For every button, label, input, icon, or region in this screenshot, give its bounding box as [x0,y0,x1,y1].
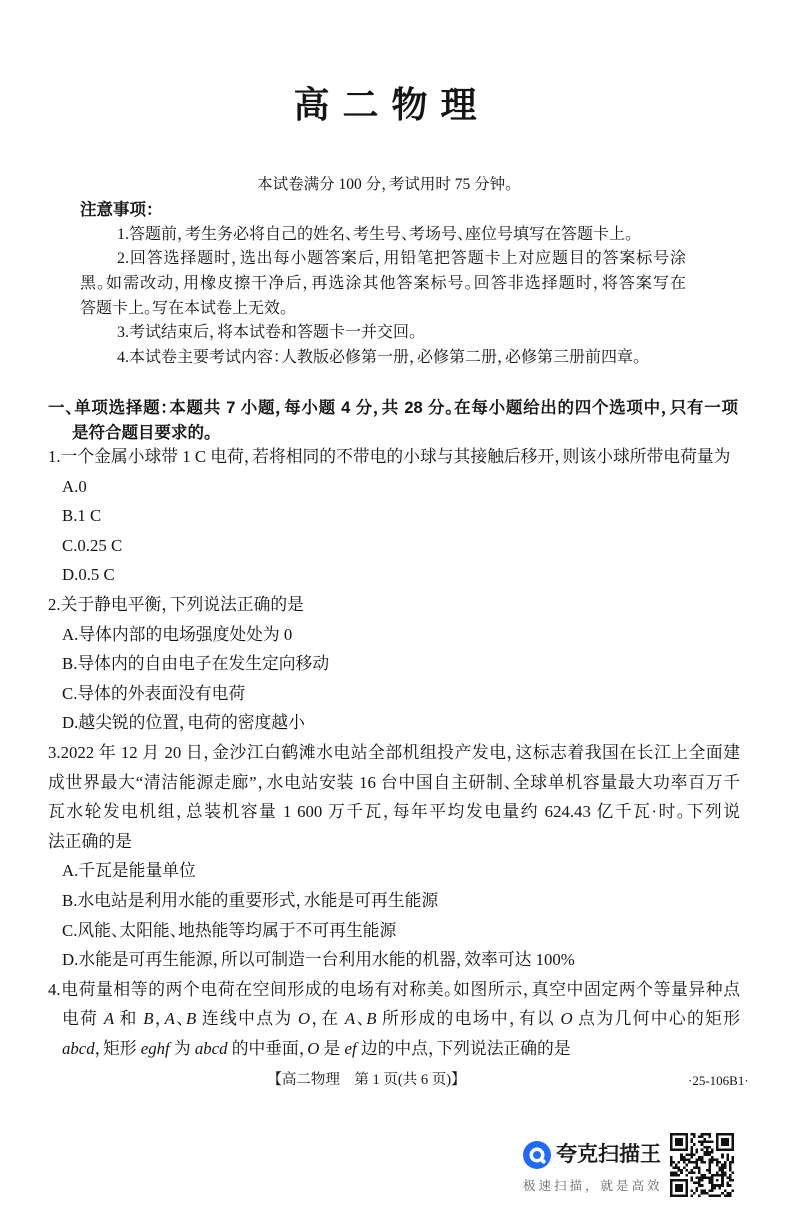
exam-info: 本试卷满分 100 分，考试用时 75 分钟。 [257,176,513,193]
question-1 [48,442,740,590]
question-stem: 瓦水轮发电机组，总装机容量 1 600 万千瓦，每年平均发电量约 624.43 亿千瓦·时。下列说 [48,802,740,822]
italic-symbol: O [307,1038,320,1058]
logo-core [533,1151,541,1159]
note-item-2 [80,247,686,321]
italic-symbol: O [298,1009,311,1029]
note-line: 2.回答选择题时，选出每小题答案后，用铅笔把答题卡上对应题目的答案标号涂 [117,250,686,268]
italic-symbol: O [560,1009,573,1029]
option-d: D.0.5 C [62,565,115,585]
watermark-slogan: 极速扫描，就是高效 [523,1179,663,1193]
note-line: 黑。如需改动，用橡皮擦干净后，再选涂其他答案标号。回答非选择题时，将答案写在 [80,274,686,292]
italic-symbol: abcd [62,1038,95,1058]
italic-symbol: A [344,1009,356,1029]
italic-symbol: B [143,1009,154,1029]
section-heading-line: 是符合题目要求的。 [72,423,213,442]
question-3 [48,738,740,975]
question-stem: 2.关于静电平衡，下列说法正确的是 [48,594,304,614]
option-a: A.0 [62,476,87,496]
page-footer: 【高二物理 第 1 页(共 6 页)】 [267,1072,466,1088]
question-stem: 成世界最大“清洁能源走廊”，水电站安装 16 台中国自主研制、全球单机容量最大功率百万千 [48,772,740,792]
paper-code: ·25-106B1· [688,1073,749,1088]
italic-symbol: A [103,1009,115,1029]
option-b: B.导体内的自由电子在发生定向移动 [62,654,330,674]
option-b: B.1 C [62,506,102,526]
questions-list [48,442,740,1063]
italic-symbol: abcd [194,1038,228,1058]
notes-heading: 注意事项： [80,201,155,219]
option-a: A.千瓦是能量单位 [62,861,196,881]
question-stem: 1.一个金属小球带 1 C 电荷，若将相同的不带电的小球与其接触后移开，则该小球所带电荷量为 [48,447,731,466]
note-line: 答题卡上。写在本试卷上无效。 [80,299,289,317]
section-heading-line: 一、单项选择题：本题共 7 小题，每小题 4 分，共 28 分。在每小题给出的四个选项中，只有一项 [48,399,738,417]
logo-dot [541,1159,545,1163]
option-c: C.0.25 C [62,535,123,555]
italic-symbol: B [366,1009,377,1029]
note-item-4 [80,346,686,371]
note-item-3 [80,321,686,346]
italic-symbol: ef [344,1038,357,1058]
italic-symbol: A [164,1009,175,1029]
watermark-brand: 夸克扫描王 [556,1143,661,1166]
option-d: D.水能是可再生能源，所以可制造一台利用水能的机器，效率可达 100% [62,950,575,970]
question-stem: abcd，矩形 eghf 为 abcd 的中垂面，O 是 ef 边的中点，下列说法正确的是 [62,1038,571,1058]
quark-logo-icon [522,1140,552,1170]
exam-title: 高二物理 [293,84,490,126]
note-line: 1.答题前，考生务必将自己的姓名、考生号、考场号、座位号填写在答题卡上。 [117,225,634,243]
option-c: C.导体的外表面没有电荷 [62,683,246,703]
qr-code [670,1133,734,1197]
question-stem: 电荷 A 和 B，A、B 连线中点为 O，在 A、B 所形成的电场中，有以 O 点为几何中心的矩形 [62,1009,740,1029]
note-line: 4.本试卷主要考试内容：人教版必修第一册，必修第二册，必修第三册前四章。 [117,348,642,366]
option-c: C.风能、太阳能、地热能等均属于不可再生能源 [62,920,397,940]
question-stem: 法正确的是 [48,831,132,851]
note-line: 3.考试结束后，将本试卷和答题卡一并交回。 [117,324,418,342]
qr-modules [670,1133,734,1197]
question-4 [48,975,740,1064]
question-stem: 3.2022 年 12 月 20 日，金沙江白鹤滩水电站全部机组投产发电，这标志着我国在长江上全面建 [48,742,740,762]
note-item-1 [80,223,686,248]
question-stem: 4.电荷量相等的两个电荷在空间形成的电场有对称美。如图所示，真空中固定两个等量异种点 [48,979,740,999]
question-2 [48,590,740,738]
notes-section [80,198,686,371]
italic-symbol: eghf [140,1038,170,1058]
option-b: B.水电站是利用水能的重要形式，水能是可再生能源 [62,890,439,910]
option-a: A.导体内部的电场强度处处为 0 [62,624,293,644]
section-heading [48,396,738,445]
italic-symbol: B [186,1009,197,1029]
option-d: D.越尖锐的位置，电荷的密度越小 [62,713,305,733]
